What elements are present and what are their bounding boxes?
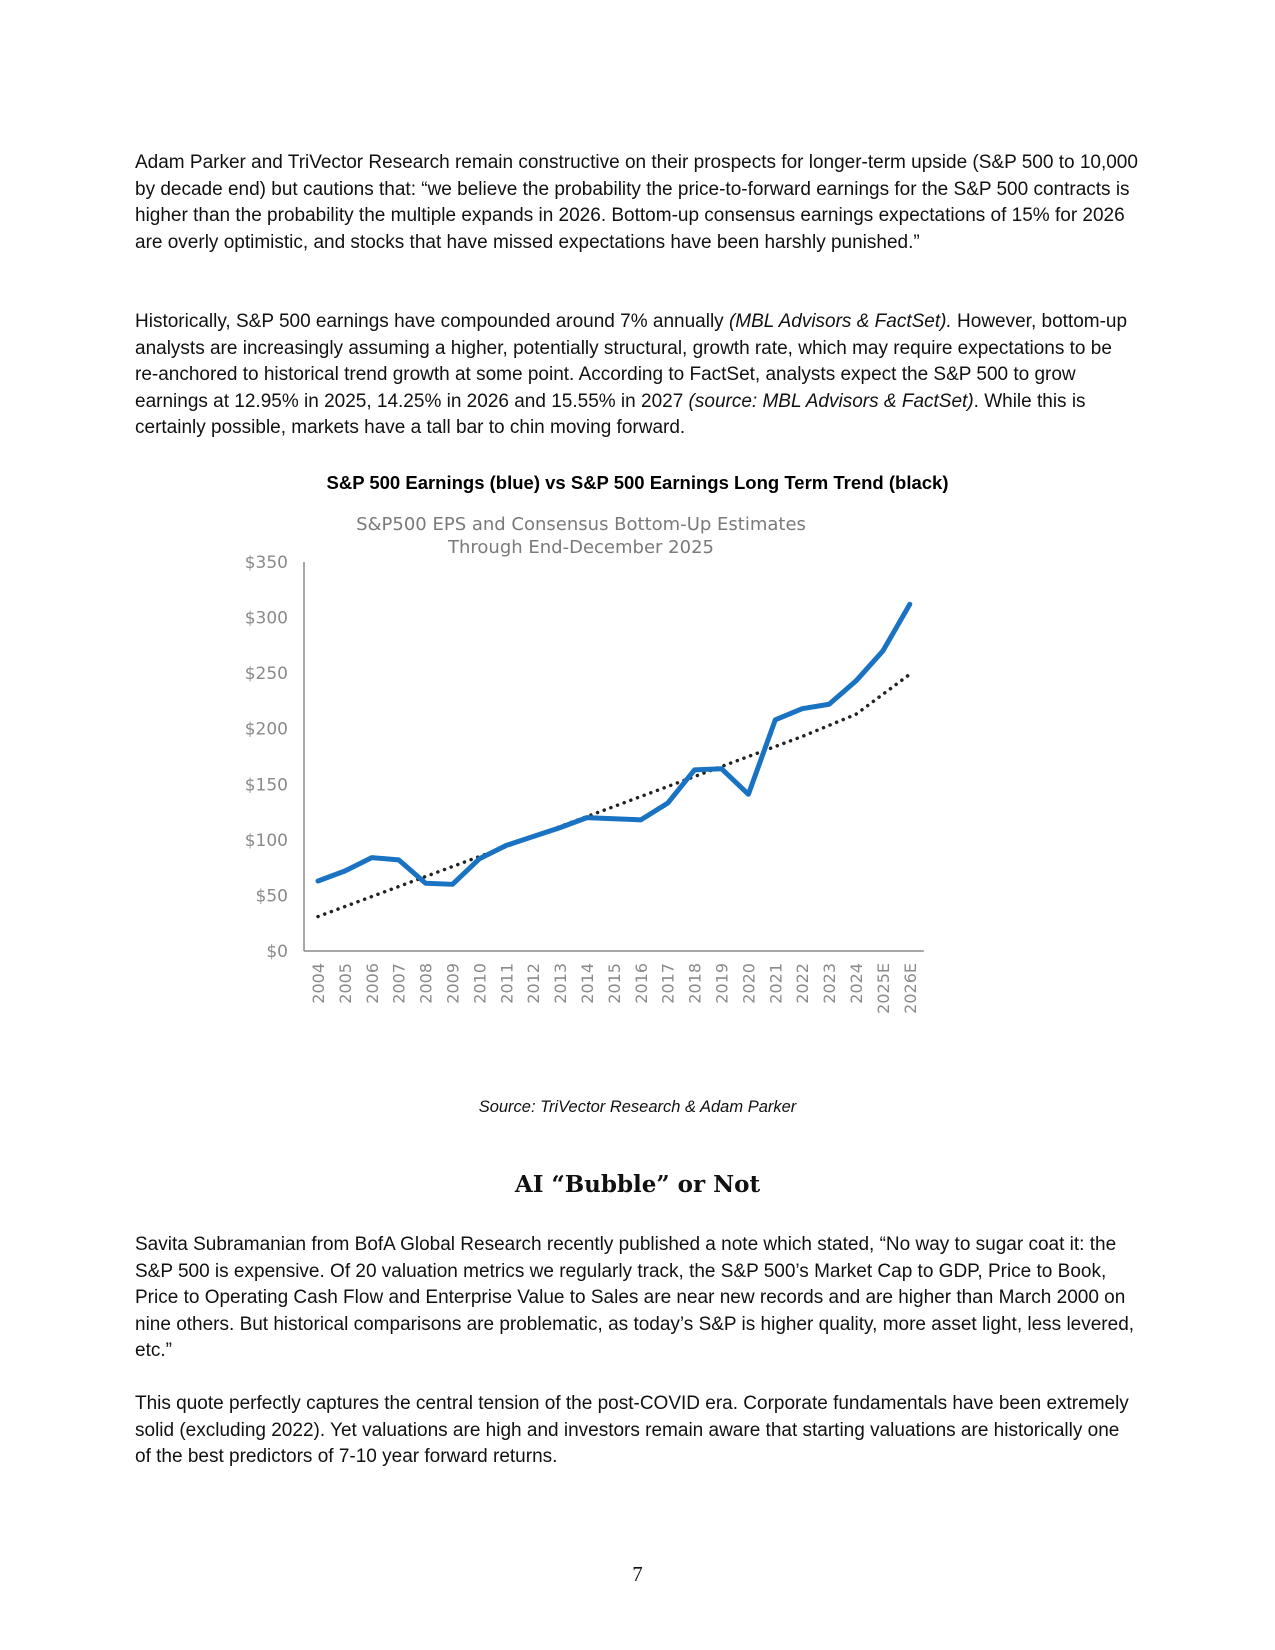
italic-citation: (source: MBL Advisors & FactSet) bbox=[688, 390, 974, 412]
y-tick-label: $300 bbox=[244, 608, 288, 629]
x-tick-label: 2024 bbox=[847, 963, 866, 1004]
x-tick-label: 2011 bbox=[497, 963, 517, 1004]
x-tick-label: 2019 bbox=[712, 963, 732, 1004]
x-tick-label: 2021 bbox=[766, 963, 786, 1004]
chart-title-line: S&P500 EPS and Consensus Bottom-Up Estimates bbox=[356, 514, 806, 535]
paragraph-bofa-quote bbox=[135, 1232, 1140, 1365]
section-heading: AI “Bubble” or Not bbox=[514, 1171, 761, 1198]
x-tick-label: 2022 bbox=[793, 963, 813, 1004]
text-run: Adam Parker and TriVector Research remain constructive on their prospects for longer-term upside (S&P 500 to 10,000 by decade end) but cautions that: “we believe the probability the price-to-forward earnings for the S&P 500 contracts is higher than the probability the multiple expands in 2026. Bottom-up consensus earnings expectations of 15% for 2026 are overly optimistic, and stocks that have missed expectations have been harshly punished.” bbox=[135, 152, 1138, 253]
y-tick-label: $0 bbox=[266, 942, 288, 962]
eps-chart bbox=[230, 510, 990, 1090]
x-tick-label: 2020 bbox=[739, 963, 759, 1004]
x-tick-label: 2007 bbox=[389, 963, 409, 1004]
paragraph-parker-outlook bbox=[135, 150, 1140, 256]
chart-title-line: Through End-December 2025 bbox=[448, 537, 714, 558]
x-tick-label: 2015 bbox=[604, 963, 624, 1004]
figure-title: S&P 500 Earnings (blue) vs S&P 500 Earnings Long Term Trend (black) bbox=[326, 472, 949, 493]
figure-source: Source: TriVector Research & Adam Parker bbox=[478, 1098, 797, 1116]
y-tick-label: $150 bbox=[244, 775, 288, 796]
paragraph-post-covid bbox=[135, 1391, 1140, 1471]
x-tick-label: 2006 bbox=[362, 963, 382, 1004]
text-run: However, bottom-up analysts are increasingly assuming a higher, potentially structural, growth rate, which may require expectations to be re-anchored to historical trend growth at some point. According to FactSet, analysts expect the S&P 500 to grow earnings at 12.95% in 2025, 14.25% in 2026 and 15.55% in 2027 bbox=[135, 311, 1128, 412]
trend-series-line bbox=[318, 674, 910, 916]
x-tick-label: 2017 bbox=[658, 963, 678, 1004]
x-tick-label: 2008 bbox=[416, 963, 436, 1004]
x-tick-label: 2012 bbox=[524, 963, 544, 1004]
y-tick-label: $350 bbox=[244, 553, 288, 573]
y-tick-label: $50 bbox=[255, 886, 288, 907]
x-tick-label: 2014 bbox=[578, 963, 597, 1004]
x-tick-label: 2010 bbox=[470, 963, 490, 1004]
y-tick-label: $200 bbox=[244, 719, 288, 740]
x-tick-label: 2025E bbox=[873, 963, 893, 1014]
x-tick-label: 2013 bbox=[551, 963, 571, 1004]
eps-chart-svg bbox=[230, 510, 990, 1090]
x-tick-label: 2005 bbox=[335, 963, 355, 1004]
x-tick-label: 2016 bbox=[631, 963, 651, 1004]
page-number: 7 bbox=[632, 1562, 643, 1586]
y-tick-label: $250 bbox=[244, 664, 288, 685]
italic-citation: (MBL Advisors & FactSet). bbox=[728, 311, 952, 332]
x-tick-label: 2009 bbox=[443, 963, 463, 1004]
x-tick-label: 2018 bbox=[685, 963, 705, 1004]
text-run: . While this is certainly possible, markets have a tall bar to chin moving forward. bbox=[135, 390, 1086, 438]
eps-series-line bbox=[318, 604, 910, 884]
x-tick-label: 2004 bbox=[309, 963, 328, 1004]
text-run: This quote perfectly captures the central tension of the post-COVID era. Corporate fundamentals have been extremely solid (excluding 2022). Yet valuations are high and investors remain aware that starting valuations are historically one of the best predictors of 7-10 year forward returns. bbox=[135, 1393, 1129, 1467]
y-tick-label: $100 bbox=[244, 830, 288, 851]
text-run: Savita Subramanian from BofA Global Research recently published a note which stated, “No way to sugar coat it: the S&P 500 is expensive. Of 20 valuation metrics we regularly track, the S&P 500’s Market Cap to GDP, Price to Book, Price to Operating Cash Flow and Enterprise Value to Sales are near new records and are higher than March 2000 on nine others. But historical comparisons are problematic, as today’s S&P is higher quality, more asset light, less levered, etc.” bbox=[135, 1234, 1135, 1361]
x-tick-label: 2026E bbox=[900, 963, 920, 1014]
text-run: Historically, S&P 500 earnings have compounded around 7% annually bbox=[135, 311, 729, 332]
paragraph-earnings-growth bbox=[135, 309, 1140, 442]
x-tick-label: 2023 bbox=[820, 963, 840, 1004]
